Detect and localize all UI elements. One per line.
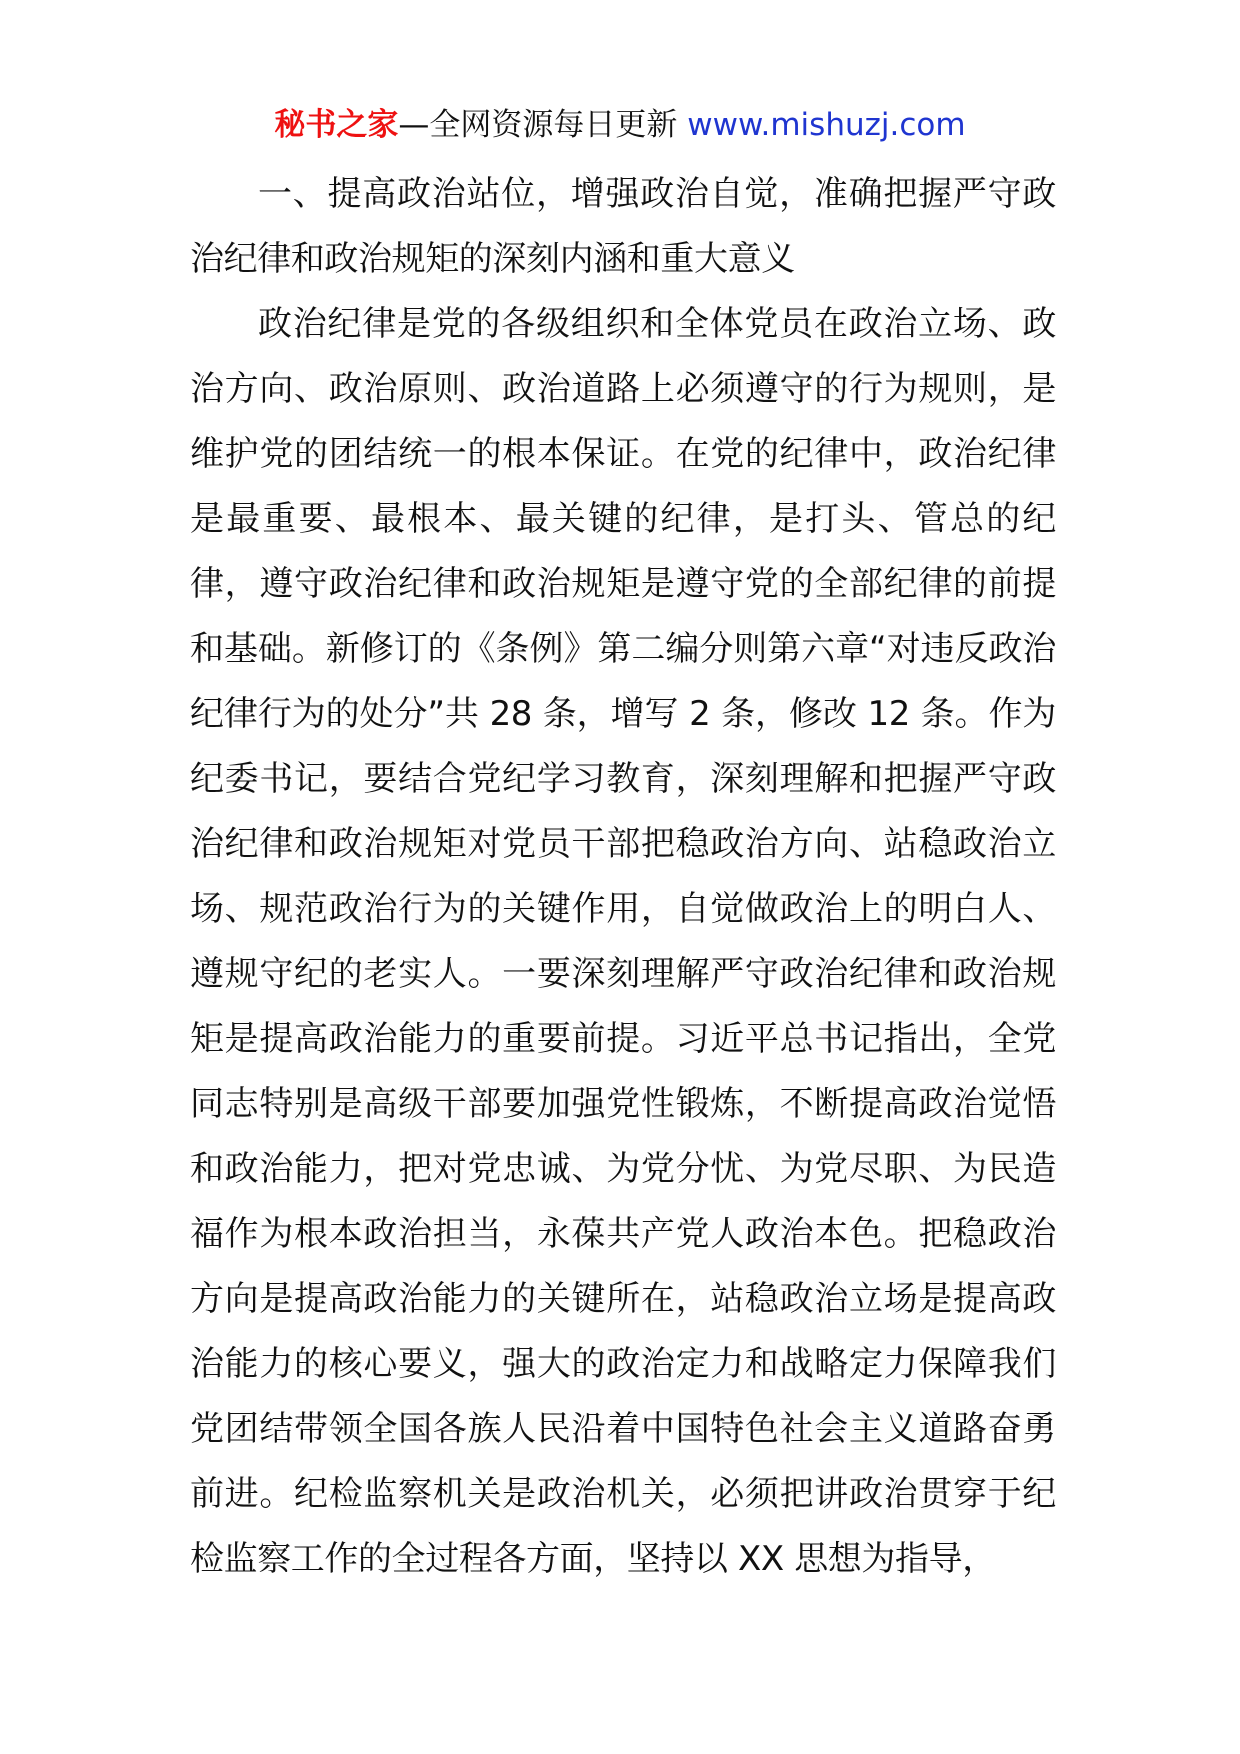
site-url-link[interactable]: www.mishuzj.com	[687, 107, 966, 143]
body-paragraph: 政治纪律是党的各级组织和全体党员在政治立场、政治方向、政治原则、政治道路上必须遵守的行为规则，是维护党的团结统一的根本保证。在党的纪律中，政治纪律是最重要、最根本、最关键的纪律，是打头、管总的纪律，遵守政治纪律和政治规矩是遵守党的全部纪律的前提和基础。新修订的《条例》第二编分则第六章“对违反政治纪律行为的处分”共 28 条，增写 2 条，修改 12 条。作为纪委书记，要结合党纪学习教育，深刻理解和把握严守政治纪律和政治规矩对党员干部把稳政治方向、站稳政治立场、规范政治行为的关键作用，自觉做政治上的明白人、遵规守纪的老实人。一要深刻理解严守政治纪律和政治规矩是提高政治能力的重要前提。习近平总书记指出，全党同志特别是高级干部要加强党性锻炼，不断提高政治觉悟和政治能力，把对党忠诚、为党分忧、为党尽职、为民造福作为根本政治担当，永葆共产党人政治本色。把稳政治方向是提高政治能力的关键所在，站稳政治立场是提高政治能力的核心要义，强大的政治定力和战略定力保障我们党团结带领全国各族人民沿着中国特色社会主义道路奋勇前进。纪检监察机关是政治机关，必须把讲政治贯穿于纪检监察工作的全过程各方面，坚持以 XX 思想为指导，	[190, 304, 1056, 1579]
page-header	[0, 100, 1240, 150]
brand-name: 秘书之家	[274, 107, 399, 143]
document-body	[190, 162, 1056, 1592]
section-heading: 一、提高政治站位，增强政治自觉，准确把握严守政治纪律和政治规矩的深刻内涵和重大意义	[190, 174, 1056, 279]
header-tagline: —全网资源每日更新	[398, 107, 678, 143]
